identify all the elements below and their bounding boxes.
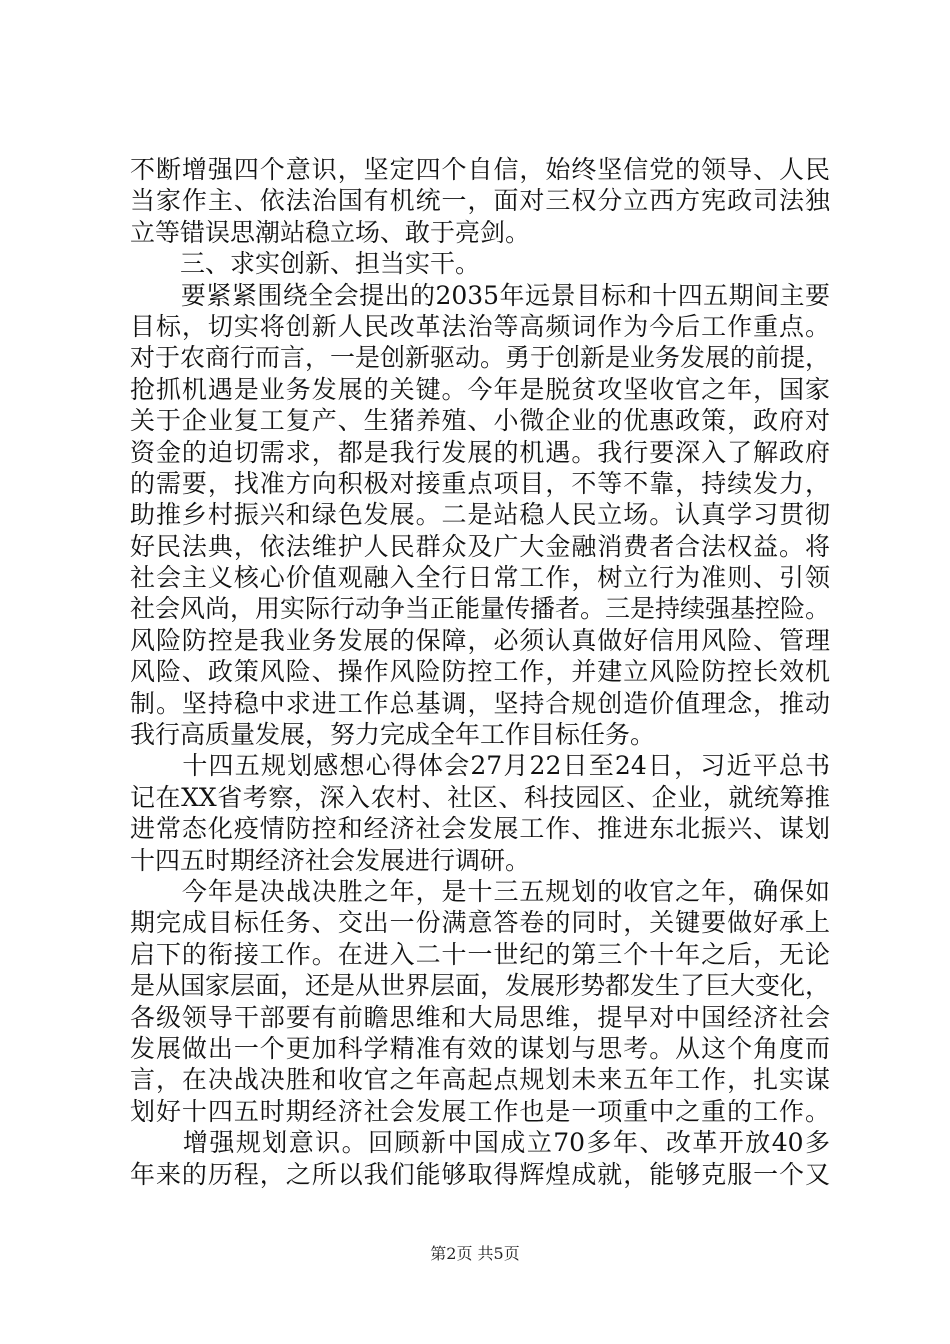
text-line: 社会风尚，用实际行动争当正能量传播者。三是持续强基控险。 [130,594,831,624]
text-line: 言，在决战决胜和收官之年高起点规划未来五年工作，扎实谋 [130,1065,830,1095]
text-line: 划好十四五时期经济社会发展工作也是一项重中之重的工作。 [130,1096,830,1126]
text-line: 进常态化疫情防控和经济社会发展工作、推进东北振兴、谋划 [130,814,830,844]
text-line: 启下的衔接工作。在进入二十一世纪的第三个十年之后，无论 [130,939,830,969]
text-line: 期完成目标任务、交出一份满意答卷的同时，关键要做好承上 [130,908,830,938]
page-footer: 第2页 共5页 [430,1244,520,1263]
text-line: 抢抓机遇是业务发展的关键。今年是脱贫攻坚收官之年，国家 [130,374,830,404]
text-line: 我行高质量发展，努力完成全年工作目标任务。 [130,720,656,750]
text-line: 记在XX省考察，深入农村、社区、科技园区、企业，就统筹推 [130,782,830,812]
text-line: 关于企业复工复产、生猪养殖、小微企业的优惠政策，政府对 [130,406,830,436]
text-line: 要紧紧围绕全会提出的2035年远景目标和十四五期间主要 [130,280,830,310]
text-line: 十四五时期经济社会发展进行调研。 [130,845,531,875]
text-line: 风险、政策风险、操作风险防控工作，并建立风险防控长效机 [130,657,830,687]
text-line: 增强规划意识。回顾新中国成立70多年、改革开放40多 [130,1128,830,1158]
text-line: 目标，切实将创新人民改革法治等高频词作为今后工作重点。 [130,311,830,341]
text-line: 发展做出一个更加科学精准有效的谋划与思考。从这个角度而 [130,1033,830,1063]
text-line: 好民法典，依法维护人民群众及广大金融消费者合法权益。将 [130,531,830,561]
text-line: 风险防控是我业务发展的保障，必须认真做好信用风险、管理 [130,625,830,655]
text-line: 立等错误思潮站稳立场、敢于亮剑。 [130,217,531,247]
text-line: 当家作主、依法治国有机统一，面对三权分立西方宪政司法独 [130,186,830,216]
text-line: 对于农商行而言，一是创新驱动。勇于创新是业务发展的前提， [130,343,831,373]
text-line: 今年是决战决胜之年，是十三五规划的收官之年，确保如 [130,876,830,906]
text-line: 各级领导干部要有前瞻思维和大局思维，提早对中国经济社会 [130,1002,830,1032]
text-line: 不断增强四个意识，坚定四个自信，始终坚信党的领导、人民 [130,155,830,184]
text-line: 十四五规划感想心得体会27月22日至24日，习近平总书 [130,751,830,781]
text-line: 三、求实创新、担当实干。 [130,249,481,279]
text-line: 的需要，找准方向积极对接重点项目，不等不靠，持续发力， [130,468,830,498]
text-line: 年来的历程，之所以我们能够取得辉煌成就，能够克服一个又 [130,1159,830,1189]
text-line: 资金的迫切需求，都是我行发展的机遇。我行要深入了解政府 [130,437,830,467]
text-line: 制。坚持稳中求进工作总基调，坚持合规创造价值理念，推动 [130,688,830,718]
text-line: 是从国家层面，还是从世界层面，发展形势都发生了巨大变化， [130,971,831,1001]
text-line: 助推乡村振兴和绿色发展。二是站稳人民立场。认真学习贯彻 [130,500,830,530]
text-line: 社会主义核心价值观融入全行日常工作，树立行为准则、引领 [130,563,830,593]
document-body [130,154,830,1190]
